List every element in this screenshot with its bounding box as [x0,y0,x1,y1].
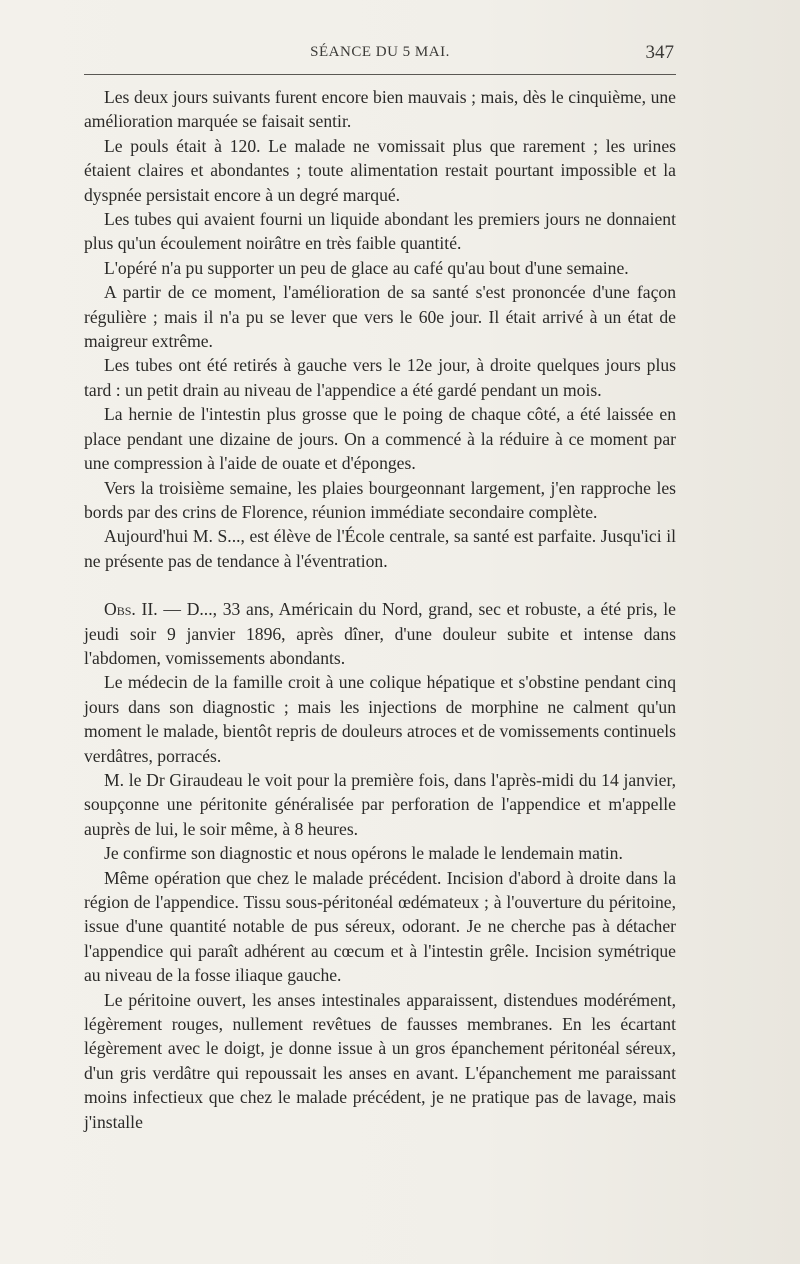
paragraph: Les tubes ont été retirés à gauche vers le 12e jour, à droite quelques jours plus tard : un petit drain au niveau de l'appendice a été gardé pendant un mois. [84,355,676,400]
paragraph: Le médecin de la famille croit à une colique hépatique et s'obstine pendant cinq jours dans son diagnostic ; mais les injections de morphine ne calment qu'un moment le malade, bientôt repris de douleurs atroces et de vomissements continuels verdâtres, porracés. [84,672,676,766]
running-header [84,40,676,70]
paragraph: Aujourd'hui M. S..., est élève de l'École centrale, sa santé est parfaite. Jusqu'ici il ne présente pas de tendance à l'éventration. [84,526,676,571]
observation-paragraph [84,597,676,670]
page-number: 347 [645,42,674,63]
paragraph: Vers la troisième semaine, les plaies bourgeonnant largement, j'en rapproche les bords par des crins de Florence, réunion immédiate secondaire complète. [84,477,676,522]
observation-label: Obs. II. [104,599,158,620]
observation-text: — D..., 33 ans, Américain du Nord, grand, sec et robuste, a été pris, le jeudi soir 9 janvier 1896, après dîner, d'une douleur subite et intense dans l'abdomen, vomissements abondants. [84,599,676,668]
paragraph: Les tubes qui avaient fourni un liquide abondant les premiers jours ne donnaient plus qu'un écoulement noirâtre en très faible quantité. [84,209,676,254]
running-title: SÉANCE DU 5 MAI. [310,44,450,60]
body-text [84,85,676,1134]
paragraph: A partir de ce moment, l'amélioration de sa santé s'est prononcée d'une façon régulière ; mais il n'a pu se lever que vers le 60e jour. Il était arrivé à un état de maigreur extrême. [84,282,676,352]
paragraph: La hernie de l'intestin plus grosse que le poing de chaque côté, a été laissée en place pendant une dizaine de jours. On a commencé à la réduire à ce moment par une compression à l'aide de ouate et d'éponges. [84,404,676,474]
paragraph: L'opéré n'a pu supporter un peu de glace au café qu'au bout d'une semaine. [104,257,629,278]
paragraph: Le pouls était à 120. Le malade ne vomissait plus que rarement ; les urines étaient claires et abondantes ; toute alimentation restait pourtant impossible et la dyspnée persistait encore à un degré marqué. [84,135,676,205]
paragraph: M. le Dr Giraudeau le voit pour la première fois, dans l'après-midi du 14 janvier, soupçonne une péritonite généralisée par perforation de l'appendice et m'appelle auprès de lui, le soir même, à 8 heures. [84,769,676,839]
header-rule [84,74,676,75]
paragraph: Le péritoine ouvert, les anses intestinales apparaissent, distendues modérément, légèrement rouges, nullement revêtues de fausses membranes. En les écartant légèrement avec le doigt, je donne issue à un gros épanchement péritonéal séreux, d'un gris verdâtre qui repoussait les anses en avant. L'épanchement me paraissant moins infectieux que chez le malade précédent, je ne pratique pas de lavage, mais j'installe [84,989,676,1132]
paragraph: Les deux jours suivants furent encore bien mauvais ; mais, dès le cinquième, une amélioration marquée se faisait sentir. [84,87,676,132]
section-gap [84,573,676,597]
document-page [84,40,676,1134]
paragraph: Je confirme son diagnostic et nous opérons le malade le lendemain matin. [104,843,623,864]
paragraph: Même opération que chez le malade précédent. Incision d'abord à droite dans la région de l'appendice. Tissu sous-péritonéal œdémateux ; à l'ouverture du péritoine, issue d'une quantité notable de pus séreux, odorant. Je ne cherche pas à détacher l'appendice qui paraît adhérent au cœcum et à l'intestin grêle. Incision symétrique au niveau de la fosse iliaque gauche. [84,867,676,986]
